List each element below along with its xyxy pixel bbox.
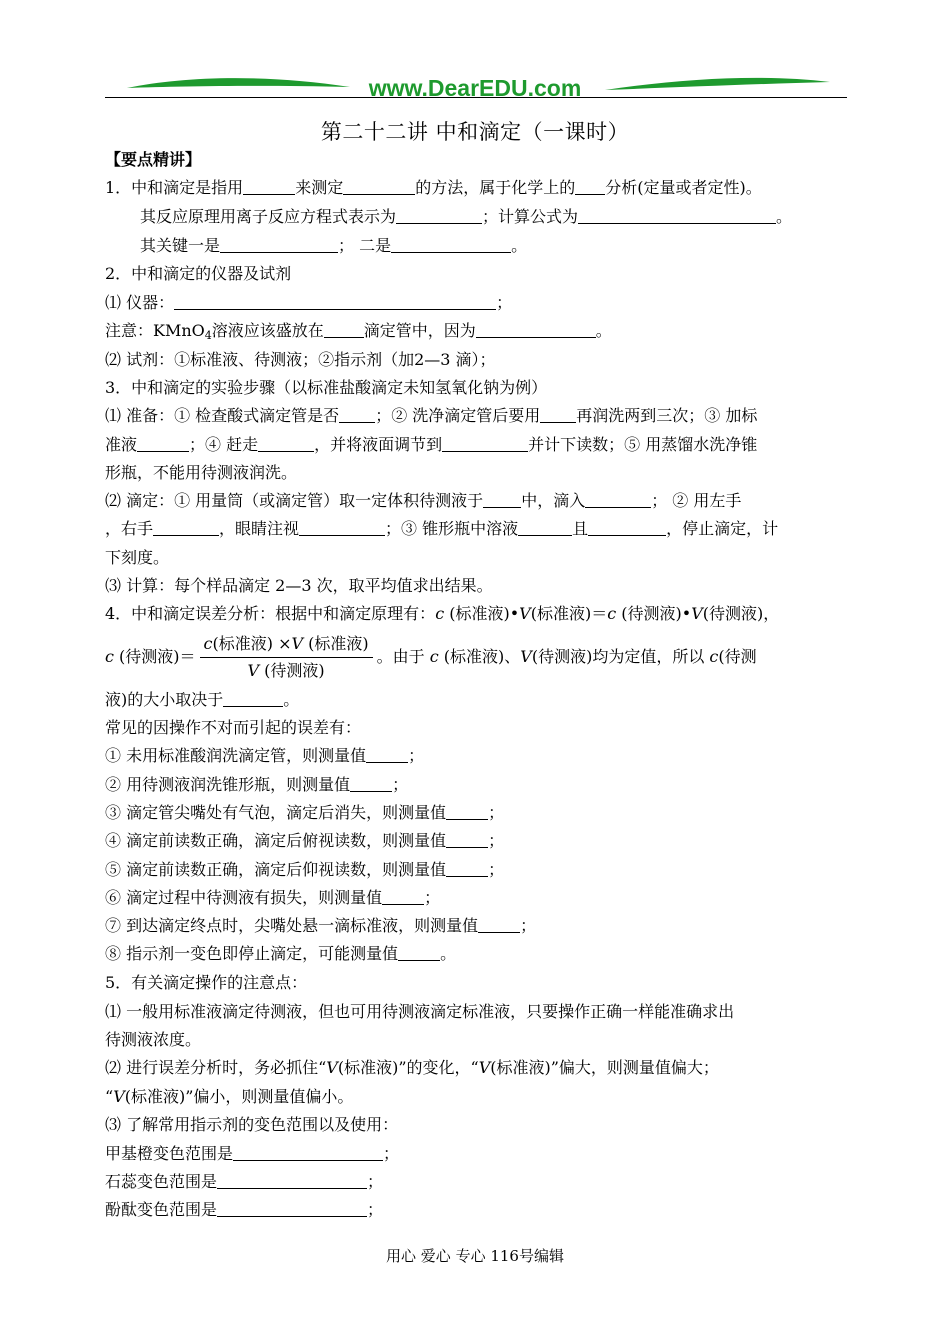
dearedu-logo bbox=[105, 70, 850, 106]
blank bbox=[588, 519, 666, 536]
formula-fraction bbox=[200, 633, 373, 682]
blank bbox=[398, 944, 440, 961]
logo-text: www.DearEDU.com bbox=[368, 75, 582, 101]
blank bbox=[442, 435, 528, 452]
error-item: ④ 滴定前读数正确，滴定后俯视读数，则测量值 ； bbox=[105, 831, 505, 850]
blank bbox=[478, 916, 520, 933]
p3-titr-line3: 下刻度。 bbox=[105, 548, 170, 567]
error-item: ⑥ 滴定过程中待测液有损失，则测量值 ； bbox=[105, 888, 441, 907]
p2-head: 2．中和滴定的仪器及试剂 bbox=[105, 264, 292, 283]
header-rule bbox=[105, 97, 847, 98]
blank bbox=[518, 519, 572, 536]
blank bbox=[476, 321, 596, 338]
blank bbox=[350, 775, 392, 792]
blank bbox=[174, 293, 496, 310]
p3-prep-line1: ⑴ 准备：① 检查酸式滴定管是否 ；② 洗净滴定管后要用 再润洗两到三次；③ 加标 bbox=[105, 406, 758, 425]
p3-prep-line2: 准液 ；④ 赶走 ，并将液面调节到 并计下读数；⑤ 用蒸馏水洗净锥 bbox=[105, 435, 758, 454]
p2-instruments: ⑴ 仪器： ； bbox=[105, 293, 513, 312]
blank bbox=[382, 888, 424, 905]
p2-note: 注意：KMnO$_4$溶液应该盛放在 滴定管中，因为 。 bbox=[105, 321, 612, 342]
error-item: ③ 滴定管尖嘴处有气泡，滴定后消失，则测量值 ； bbox=[105, 803, 505, 822]
blank bbox=[578, 207, 776, 224]
p4-line3: 液)的大小取决于 。 bbox=[105, 690, 300, 709]
blank bbox=[366, 746, 408, 763]
blank bbox=[233, 1144, 383, 1161]
error-item: ⑧ 指示剂一变色即停止滴定，可能测量值 。 bbox=[105, 944, 457, 963]
blank bbox=[137, 435, 189, 452]
p3-calc: ⑶ 计算：每个样品滴定 2—3 次，取平均值求出结果。 bbox=[105, 576, 493, 595]
p5-note2-line1: ⑵ 进行误差分析时，务必抓住“V(标准液)”的变化，“V(标准液)”偏大，则测量值偏大； bbox=[105, 1058, 719, 1077]
blank bbox=[223, 690, 283, 707]
blank bbox=[217, 1172, 367, 1189]
indicator-item: 石蕊变色范围是 ； bbox=[105, 1172, 384, 1191]
error-item: ② 用待测液润洗锥形瓶，则测量值 ； bbox=[105, 775, 409, 794]
blank bbox=[343, 178, 415, 195]
error-item: ⑤ 滴定前读数正确，滴定后仰视读数，则测量值 ； bbox=[105, 860, 505, 879]
blank bbox=[446, 860, 488, 877]
blank bbox=[446, 831, 488, 848]
blank bbox=[540, 406, 576, 423]
blank bbox=[391, 236, 511, 253]
blank bbox=[339, 406, 375, 423]
indicator-item: 甲基橙变色范围是 ； bbox=[105, 1144, 400, 1163]
blank bbox=[585, 491, 651, 508]
p3-prep-line3: 形瓶，不能用待测液润洗。 bbox=[105, 463, 298, 482]
p5-note3: ⑶ 了解常用指示剂的变色范围以及使用： bbox=[105, 1115, 399, 1134]
blank bbox=[483, 491, 521, 508]
p3-titr-line2: ，右手 ，眼睛注视 ；③ 锥形瓶中溶液 且 ，停止滴定，计 bbox=[105, 519, 779, 538]
blank bbox=[153, 519, 219, 536]
p1-line1: 1．中和滴定是指用 来测定 的方法，属于化学上的 分析(定量或者定性)。 bbox=[105, 178, 762, 197]
p1-line3: 其关键一是 ； 二是 。 bbox=[140, 236, 528, 255]
p4-formula-line: c (待测液)＝ $\frac{\text{c(标准液) ×V (标准液)}}{\text{V (待测液)}}$ 。由于 c (标准液)、V(待测液)均为定值，所以 c(待测 bbox=[105, 634, 757, 680]
p3-titr-line1: ⑵ 滴定：① 用量筒（或滴定管）取一定体积待测液于 中，滴入 ； ② 用左手 bbox=[105, 491, 742, 510]
p5-note2-line2: “V(标准液)”偏小，则测量值偏小。 bbox=[105, 1087, 354, 1106]
error-item: ① 未用标准酸润洗滴定管，则测量值 ； bbox=[105, 746, 425, 765]
p2-reagents: ⑵ 试剂：①标准液、待测液；②指示剂（加2—3 滴）； bbox=[105, 350, 496, 369]
blank bbox=[299, 519, 385, 536]
blank bbox=[446, 803, 488, 820]
p4-line1: 4．中和滴定误差分析：根据中和滴定原理有：c (标准液)•V(标准液)＝c (待测液)•V(待测液)， bbox=[105, 604, 780, 623]
p4-common: 常见的因操作不对而引起的误差有： bbox=[105, 718, 362, 737]
blank bbox=[217, 1200, 367, 1217]
p1-line2: 其反应原理用离子反应方程式表示为 ；计算公式为 。 bbox=[140, 207, 793, 226]
blank bbox=[243, 178, 295, 195]
indicator-item: 酚酞变色范围是 ； bbox=[105, 1200, 384, 1219]
fraction-numerator: c(标准液) ×V (标准液) bbox=[200, 633, 373, 658]
blank bbox=[258, 435, 314, 452]
p5-note1-line2: 待测液浓度。 bbox=[105, 1030, 202, 1049]
p5-note1-line1: ⑴ 一般用标准液滴定待测液，但也可用待测液滴定标准液，只要操作正确一样能准确求出 bbox=[105, 1002, 735, 1021]
fraction-denominator: V (待测液) bbox=[247, 661, 325, 680]
p5-head: 5．有关滴定操作的注意点： bbox=[105, 973, 308, 992]
page-footer: 用心 爱心 专心 116号编辑 bbox=[386, 1247, 564, 1265]
blank bbox=[220, 236, 338, 253]
page-title: 第二十二讲 中和滴定（一课时） bbox=[320, 120, 630, 144]
blank bbox=[575, 178, 605, 195]
error-item: ⑦ 到达滴定终点时，尖嘴处悬一滴标准液，则测量值 ； bbox=[105, 916, 537, 935]
blank bbox=[396, 207, 482, 224]
blank bbox=[324, 321, 364, 338]
p3-head: 3．中和滴定的实验步骤（以标准盐酸滴定未知氢氧化钠为例） bbox=[105, 378, 548, 397]
section-heading: 【要点精讲】 bbox=[105, 150, 202, 169]
